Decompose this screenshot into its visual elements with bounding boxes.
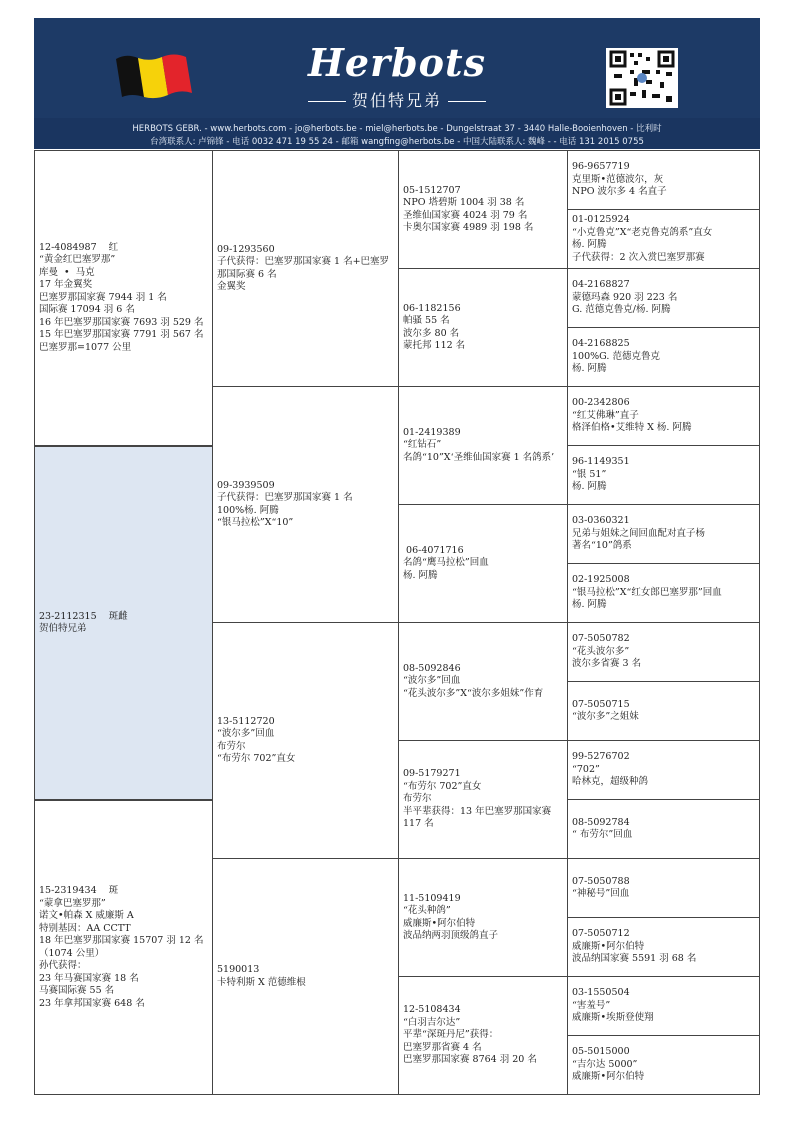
pedigree-text-line: 杨. 阿腾 bbox=[572, 239, 607, 250]
pedigree-text-line: 波尔多 80 名 bbox=[403, 327, 460, 339]
pedigree-text-line: 孙代获得： bbox=[39, 960, 87, 971]
pedigree-text-line: 11-5109419 bbox=[403, 892, 461, 904]
pedigree-text-line: 波尔多省赛 3 名 bbox=[572, 658, 642, 670]
pedigree-text-line: 09-1293560 bbox=[217, 243, 275, 255]
pedigree-text-line: 平辈“深斑丹尼”获得： bbox=[403, 1029, 499, 1041]
pedigree-text-line: 08-5092846 bbox=[403, 662, 461, 674]
ancestor-cell bbox=[567, 209, 760, 269]
pedigree-text-line: 01-2419389 bbox=[403, 426, 461, 438]
ancestor-cell bbox=[567, 327, 760, 387]
pedigree-text-line: 09-5179271 bbox=[403, 768, 461, 780]
pedigree-text-line: “红钻石” bbox=[403, 439, 442, 451]
subject-pigeon-cell bbox=[34, 446, 213, 800]
pedigree-text-line: 06-4071716 bbox=[403, 544, 464, 556]
brand-chinese-name: 贺伯特兄弟 bbox=[34, 88, 760, 111]
pedigree-text-line: 卡奥尔国家赛 4989 羽 198 名 bbox=[403, 222, 534, 233]
pedigree-text-line: 著名“10”鸽系 bbox=[572, 540, 632, 552]
pedigree-text-line: “布劳尔 702”直女 bbox=[217, 753, 296, 764]
great-grandparent-cell bbox=[398, 740, 568, 859]
ancestor-cell bbox=[567, 1035, 760, 1095]
ancestor-cell bbox=[567, 799, 760, 859]
pedigree-text-line: 国际赛 17094 羽 6 名 bbox=[39, 304, 135, 316]
pedigree-text-line: 威廉斯•阿尔伯特 bbox=[572, 940, 645, 952]
pedigree-text-line: 08-5092784 bbox=[572, 816, 630, 828]
pedigree-text-line: 兄弟与姐妹之间回血配对直子杨 bbox=[572, 527, 706, 539]
sire-cell bbox=[34, 150, 213, 446]
pedigree-text-line: 04-2168825 bbox=[572, 338, 630, 350]
pedigree-text-line: 07-5050712 bbox=[572, 928, 630, 940]
pedigree-text-line: “害羞号” bbox=[572, 999, 611, 1011]
pedigree-text-line: 01-0125924 bbox=[572, 214, 630, 225]
grandparent-cell bbox=[212, 858, 399, 1095]
pedigree-text-line: 17 年金翼奖 bbox=[39, 279, 93, 291]
grandparent-cell bbox=[212, 386, 399, 623]
dam-cell bbox=[34, 800, 213, 1095]
pedigree-text-line: 02-1925008 bbox=[572, 574, 630, 586]
ancestor-cell bbox=[567, 858, 760, 918]
ancestor-cell bbox=[567, 681, 760, 741]
pedigree-text-line: 杨. 阿腾 bbox=[403, 569, 438, 581]
pedigree-text-line: 卡特利斯 X 范德维根 bbox=[217, 976, 306, 988]
pedigree-text-line: 07-5050782 bbox=[572, 633, 630, 645]
pedigree-text-line: NPO 塔碧斯 1004 羽 38 名 bbox=[403, 197, 525, 208]
contact-line-2: 台湾联系人: 卢锦锋 - 电话 0032 471 19 55 24 - 邮箱 wangfing@herbots.be - 中国大陆联系人: 魏峰 - - 电话 131 2015 0755 bbox=[150, 137, 644, 147]
pedigree-text-line: “银马拉松”X“10” bbox=[217, 517, 294, 528]
great-grandparent-cell bbox=[398, 976, 568, 1095]
pedigree-text-line: 15-2319434 斑 bbox=[39, 885, 119, 896]
ancestor-cell bbox=[567, 917, 760, 977]
pedigree-text-line: 05-1512707 bbox=[403, 184, 461, 196]
pedigree-text-line: 马赛国际赛 55 名 bbox=[39, 985, 115, 996]
pedigree-text-line: “小克鲁克”X“老克鲁克鸽系”直女 bbox=[572, 226, 713, 238]
pedigree-text-line: NPO 波尔多 4 名直子 bbox=[572, 186, 667, 198]
pedigree-text-line: 03-0360321 bbox=[572, 515, 630, 527]
pedigree-text-line: “红艾佛琳”直子 bbox=[572, 409, 639, 421]
pedigree-text-line: “波尔多”回血 bbox=[403, 675, 461, 687]
pedigree-text-line: 子代获得：巴塞罗那国家赛 1 名+巴塞罗那国际赛 6 名 bbox=[217, 256, 390, 280]
pedigree-text-line: 05-5015000 bbox=[572, 1046, 630, 1058]
pedigree-text-line: （1074 公里） bbox=[39, 947, 105, 959]
pedigree-text-line: 金翼奖 bbox=[217, 281, 246, 292]
header-banner bbox=[34, 18, 760, 149]
pedigree-text-line: “白羽吉尔达” bbox=[403, 1016, 461, 1028]
pedigree-text-line: 巴塞罗那=1077 公里 bbox=[39, 341, 132, 353]
pedigree-text-line: 15 年巴塞罗那国家赛 7791 羽 567 名 bbox=[39, 329, 204, 341]
pedigree-text-line: “ 布劳尔”回血 bbox=[572, 829, 633, 840]
pedigree-text-line: “花头种鸽” bbox=[403, 905, 451, 916]
pedigree-text-line: 特别基因：AA CCTT bbox=[39, 922, 131, 934]
pedigree-text-line: 蒙德玛森 920 羽 223 名 bbox=[572, 291, 678, 303]
pedigree-text-line: 07-5050715 bbox=[572, 698, 630, 710]
pedigree-text-line: 圣维仙国家赛 4024 羽 79 名 bbox=[403, 209, 528, 221]
great-grandparent-cell bbox=[398, 858, 568, 977]
pedigree-text-line: 巴塞罗那国家赛 7944 羽 1 名 bbox=[39, 291, 167, 303]
pedigree-text-line: 09-3939509 bbox=[217, 479, 275, 491]
ancestor-cell bbox=[567, 976, 760, 1036]
pedigree-text-line: 威廉斯•阿尔伯特 bbox=[403, 917, 476, 929]
pedigree-text-line: 杨. 阿腾 bbox=[572, 481, 607, 493]
ancestor-cell bbox=[567, 622, 760, 682]
brand-logo: Herbots bbox=[308, 40, 486, 85]
ancestor-cell bbox=[567, 563, 760, 623]
pedigree-text-line: 巴塞罗那国家赛 8764 羽 20 名 bbox=[403, 1054, 537, 1066]
pedigree-text-line: 巴塞罗那省赛 4 名 bbox=[403, 1041, 482, 1053]
pedigree-text-line: 波品纳国家赛 5591 羽 68 名 bbox=[572, 953, 697, 965]
great-grandparent-cell bbox=[398, 622, 568, 741]
pedigree-text-line: “蒙拿巴塞罗那” bbox=[39, 897, 106, 909]
pedigree-text-line: 子代获得：巴塞罗那国家赛 1 名 bbox=[217, 492, 353, 503]
ancestor-cell bbox=[567, 268, 760, 328]
pedigree-text-line: 贺伯特兄弟 bbox=[39, 623, 87, 634]
great-grandparent-cell bbox=[398, 504, 568, 623]
pedigree-text-line: 威廉斯•阿尔伯特 bbox=[572, 1071, 645, 1083]
pedigree-text-line: “布劳尔 702”直女 bbox=[403, 780, 482, 792]
pedigree-text-line: 杨. 阿腾 bbox=[572, 599, 607, 611]
pedigree-text-line: 00-2342806 bbox=[572, 397, 630, 409]
qr-code-icon bbox=[606, 48, 678, 108]
pedigree-text-line: 96-1149351 bbox=[572, 456, 630, 468]
pedigree-text-line: 蒙托邦 112 名 bbox=[403, 340, 466, 351]
pedigree-text-line: 07-5050788 bbox=[572, 875, 630, 887]
pedigree-text-line: 名鸽“10”X‘圣维仙国家赛 1 名鸽系’ bbox=[403, 451, 555, 463]
pedigree-text-line: “银 51” bbox=[572, 468, 607, 480]
pedigree-text-line: 03-1550504 bbox=[572, 987, 630, 999]
pedigree-text-line: “波尔多”之姐妹 bbox=[572, 711, 639, 722]
pedigree-text-line: “花头波尔多”X“波尔多姐妹”作育 bbox=[403, 687, 544, 699]
pedigree-text-line: 96-9657719 bbox=[572, 161, 630, 173]
great-grandparent-cell bbox=[398, 386, 568, 505]
ancestor-cell bbox=[567, 445, 760, 505]
pedigree-text-line: 名鸽“鹰马拉松”回血 bbox=[403, 557, 489, 569]
pedigree-text-line: 23-2112315 斑雌 bbox=[39, 610, 128, 622]
pedigree-text-line: “花头波尔多” bbox=[572, 645, 630, 657]
pedigree-text-line: 23 年拿邦国家赛 648 名 bbox=[39, 997, 145, 1009]
ancestor-cell bbox=[567, 150, 760, 210]
pedigree-text-line: 格泽伯格•艾维特 X 杨. 阿腾 bbox=[572, 422, 692, 434]
pedigree-text-line: “吉尔达 5000” bbox=[572, 1058, 638, 1070]
pedigree-text-line: 威廉斯•埃斯登使翔 bbox=[572, 1012, 654, 1024]
grandparent-cell bbox=[212, 622, 399, 859]
pedigree-text-line: 布劳尔 bbox=[217, 740, 246, 752]
great-grandparent-cell bbox=[398, 150, 568, 269]
pedigree-text-line: 布劳尔 bbox=[403, 793, 432, 805]
pedigree-text-line: 杨. 阿腾 bbox=[572, 363, 607, 375]
pedigree-text-line: 12-5108434 bbox=[403, 1004, 461, 1016]
pedigree-text-line: 子代获得：2 次入赏巴塞罗那赛 bbox=[572, 251, 705, 263]
great-grandparent-cell bbox=[398, 268, 568, 387]
pedigree-text-line: G. 范德克鲁克/杨. 阿腾 bbox=[572, 304, 671, 316]
pedigree-text-line: “神秘号”回血 bbox=[572, 888, 630, 899]
pedigree-text-line: 波品纳两羽顶级鸽直子 bbox=[403, 930, 499, 941]
pedigree-text-line: 04-2168827 bbox=[572, 279, 630, 291]
pedigree-text-line: “波尔多”回血 bbox=[217, 728, 275, 739]
pedigree-text-line: “黄金红巴塞罗那” bbox=[39, 254, 116, 266]
pedigree-text-line: 库曼 • 马克 bbox=[39, 266, 95, 278]
pedigree-text-line: “702” bbox=[572, 763, 600, 775]
pedigree-text-line: 18 年巴塞罗那国家赛 15707 羽 12 名 bbox=[39, 935, 204, 946]
pedigree-text-line: 哈林克，超级种鸽 bbox=[572, 776, 649, 788]
ancestor-cell bbox=[567, 740, 760, 800]
pedigree-text-line: 100%G. 范德克鲁克 bbox=[572, 350, 660, 362]
contact-line-1: HERBOTS GEBR. - www.herbots.com - jo@herbots.be - miel@herbots.be - Dungelstraat 37 - 3440 Halle-Booienhoven - 比利时 bbox=[132, 124, 662, 134]
pedigree-text-line: 13-5112720 bbox=[217, 715, 275, 727]
pedigree-text-line: 半平辈获得：13 年巴塞罗那国家赛 117 名 bbox=[403, 805, 555, 830]
pedigree-text-line: 克里斯•范德波尔，灰 bbox=[572, 173, 664, 185]
pedigree-text-line: “银马拉松”X“红女郎巴塞罗那”回血 bbox=[572, 586, 722, 598]
pedigree-text-line: 100%杨. 阿腾 bbox=[217, 504, 279, 516]
pedigree-text-line: 16 年巴塞罗那国家赛 7693 羽 529 名 bbox=[39, 316, 204, 328]
pedigree-text-line: 23 年马赛国家赛 18 名 bbox=[39, 972, 139, 984]
pedigree-text-line: 帕骚 55 名 bbox=[403, 315, 450, 326]
ancestor-cell bbox=[567, 504, 760, 564]
pedigree-text-line: 诺文•帕森 X 威廉斯 A bbox=[39, 910, 134, 921]
pedigree-text-line: 12-4084987 红 bbox=[39, 241, 119, 253]
grandparent-cell bbox=[212, 150, 399, 387]
pedigree-text-line: 99-5276702 bbox=[572, 751, 630, 763]
pedigree-text-line: 5190013 bbox=[217, 964, 260, 975]
pedigree-text-line: 06-1182156 bbox=[403, 302, 461, 314]
ancestor-cell bbox=[567, 386, 760, 446]
